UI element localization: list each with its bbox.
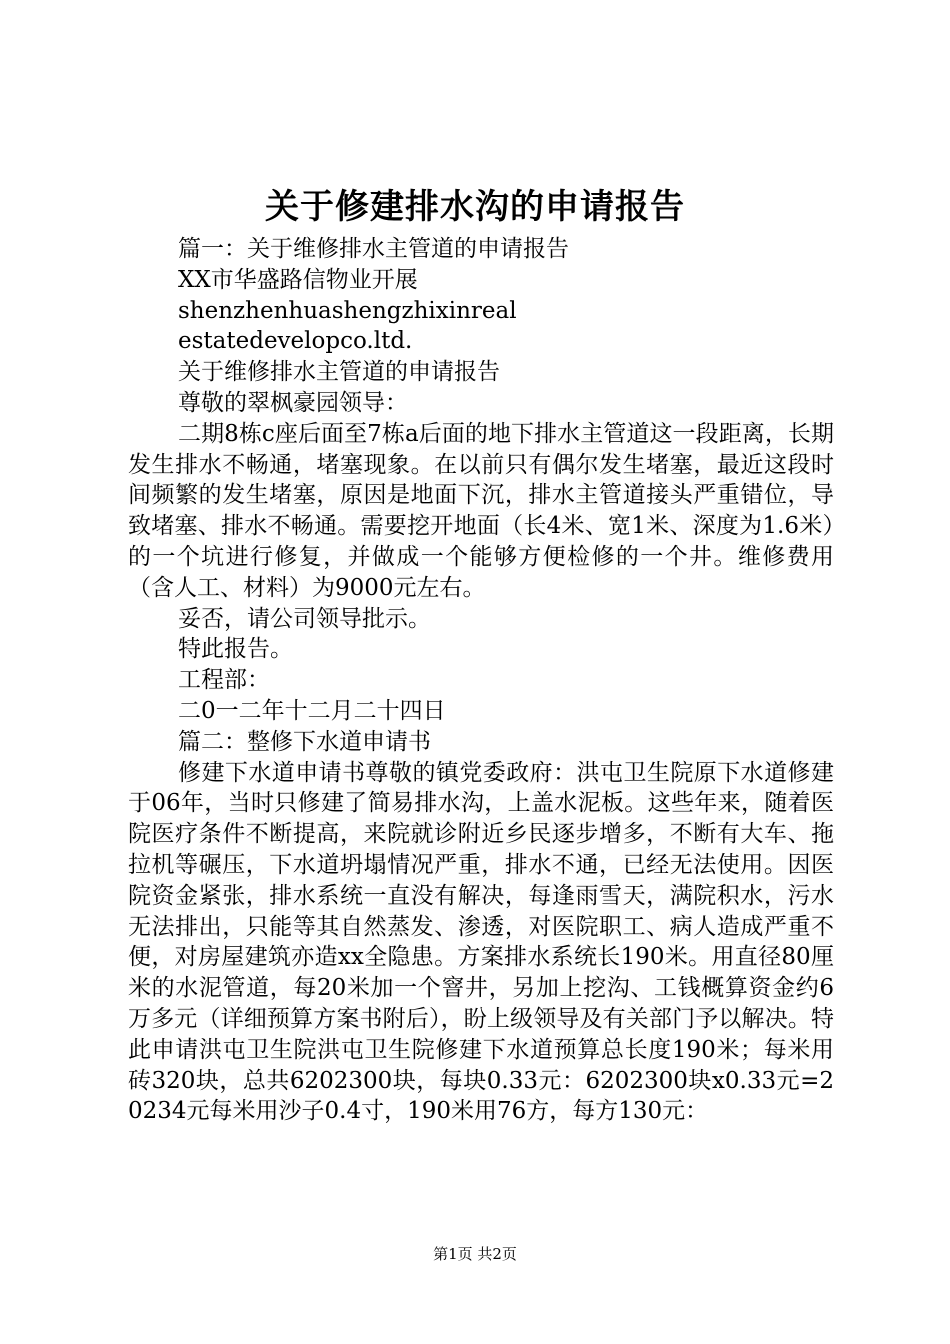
closing-phrase: 特此报告。 — [178, 636, 293, 663]
report-date: 二0一二年十二月二十四日 — [178, 697, 446, 724]
company-english-name-line-2: estatedevelopco.ltd. — [178, 328, 413, 355]
signatory-department: 工程部： — [178, 667, 270, 694]
application-body-paragraph: 修建下水道申请书尊敬的镇党委政府：洪屯卫生院原下水道修建于06年，当时只修建了简易排水沟，上盖水泥板。这些年来，随着医院医疗条件不断提高，来院就诊附近乡民逐步增多，不断有大车、拖拉机等碾压，下水道坍塌情况严重，排水不通，已经无法使用。因医院资金紧张，排水系统一直没有解决，每逢雨雪天，满院积水，污水无法排出，只能等其自然蒸发、渗透，对医院职工、病人造成严重不便，对房屋建筑亦造xx全隐患。方案排水系统长190米。用直径80厘米的水泥管道，每20米加一个窨井，另加上挖沟、工钱概算资金约6万多元（详细预算方案书附后），盼上级领导及有关部门予以解决。特此申请洪屯卫生院洪屯卫生院修建下水道预算总长度190米；每米用砖320块，总共6202300块，每块0.33元：6202300块x0.33元=20234元每米用沙子0.4寸，190米用76方，每方130元： — [128, 759, 834, 1125]
approval-request: 妥否，请公司领导批示。 — [178, 605, 431, 632]
section-heading-2: 篇二：整修下水道申请书 — [178, 728, 431, 755]
company-name: XX市华盛路信物业开展 — [178, 266, 418, 293]
report-body-paragraph: 二期8栋c座后面至7栋a后面的地下排水主管道这一段距离，长期发生排水不畅通，堵塞现象。在以前只有偶尔发生堵塞，最近这段时间频繁的发生堵塞，原因是地面下沉，排水主管道接头严重错位，导致堵塞、排水不畅通。需要挖开地面（长4米、宽1米、深度为1.6米）的一个坑进行修复，并做成一个能够方便检修的一个井。维修费用（含人工、材料）为9000元左右。 — [128, 420, 834, 601]
page-footer: 第1页 共2页 — [433, 1245, 517, 1263]
document-body — [128, 234, 834, 1127]
company-english-name-line-1: shenzhenhuashengzhixinreal — [178, 297, 517, 324]
section-heading-1: 篇一：关于维修排水主管道的申请报告 — [178, 236, 569, 262]
salutation: 尊敬的翠枫豪园领导： — [178, 389, 408, 416]
report-subject: 关于维修排水主管道的申请报告 — [178, 359, 500, 386]
document-title: 关于修建排水沟的申请报告 — [265, 187, 685, 227]
